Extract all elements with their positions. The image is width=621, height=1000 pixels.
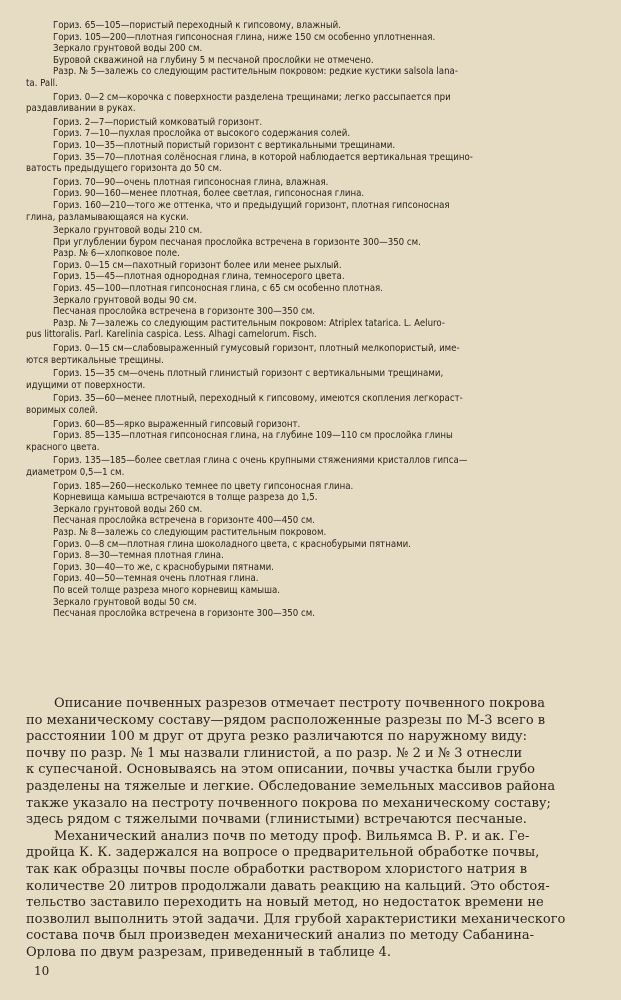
description-line: глина, разламывающаяся на куски. (26, 211, 189, 223)
description-line: Зеркало грунтовой воды 260 см. (53, 503, 203, 515)
description-line: Гориз. 35—70—плотная солёносная глина, в которой наблюдается вертикальная трещино- (53, 151, 473, 163)
description-line: Гориз. 60—85—ярко выраженный гипсовый горизонт. (53, 418, 301, 430)
description-line: Гориз. 65—105—пористый переходный к гипсовому, влажный. (53, 20, 341, 31)
description-line: ватость предыдущего горизонта до 50 см. (26, 163, 222, 175)
paragraph-line: дройца К. К. задержался на вопросе о предварительной обработке почвы, (26, 845, 540, 861)
paragraph-line: к супесчаной. Основываясь на этом описании, почвы участка были грубо (26, 762, 536, 778)
paragraph-line: почву по разр. № 1 мы назвали глинистой, а по разр. № 2 и № 3 отнесли (26, 745, 523, 761)
description-line: Гориз. 105—200—плотная гипсоносная глина, ниже 150 см особенно уплотненная. (53, 31, 436, 43)
description-line: Зеркало грунтовой воды 200 см. (53, 43, 203, 55)
paragraph-line: Орлова по двум разрезам, приведенный в таблице 4. (26, 944, 392, 960)
description-line: Гориз. 35—60—менее плотный, переходный к гипсовому, имеются скопления легкораст- (53, 393, 463, 405)
description-line: диаметром 0,5—1 см. (26, 466, 125, 478)
paragraph (26, 696, 600, 829)
description-line: ta. Pall. (26, 77, 58, 89)
description-line: Гориз. 135—185—более светлая глина с очень крупными стяжениями кристаллов гипса— (53, 455, 468, 467)
description-line: Гориз. 160—210—того же оттенка, что и предыдущий горизонт, плотная гипсоносная (53, 199, 450, 211)
paragraph-line: тельство заставило переходить на новый метод, но недостаток времени не (26, 895, 544, 911)
paragraph-line: здесь рядом с тяжелыми почвами (глинистыми) встречаются песчаные. (26, 812, 527, 828)
description-line: Гориз. 0—2 см—корочка с поверхности разделена трещинами; легко рассыпается при (53, 91, 451, 103)
paragraph-line: по механическому составу—рядом расположенные разрезы по М-3 всего в (26, 712, 546, 728)
description-line: Зеркало грунтовой воды 90 см. (53, 294, 197, 306)
paragraph-line: расстоянии 100 м друг от друга резко различаются по наружному виду: (26, 729, 528, 745)
page-number: 10 (34, 964, 50, 978)
paragraph-line: позволил выполнить этой задачи. Для грубой характеристики механического (26, 911, 566, 927)
description-line: Гориз. 30—40—то же, с краснобурыми пятнами. (53, 561, 274, 573)
description-line: Гориз. 40—50—темная очень плотная глина. (53, 573, 259, 585)
paragraph-line: также указало на пестроту почвенного покрова по механическому составу; (26, 795, 551, 811)
description-line: Разр. № 5—залежь со следующим растительным покровом: редкие кустики salsola lana- (53, 66, 458, 78)
description-line: Разр. № 7—залежь со следующим растительным покровом: Atriplex tatarica. L. Aeluro- (53, 317, 445, 329)
description-line: Гориз. 0—15 см—слабовыраженный гумусовый горизонт, плотный мелкопористый, име- (53, 343, 460, 355)
body-text (26, 696, 600, 962)
description-line: Гориз. 70—90—очень плотная гипсоносная глина, влажная. (53, 176, 329, 188)
description-line: Гориз. 8—30—темная плотная глина. (53, 550, 224, 562)
description-line: Гориз. 10—35—плотный пористый горизонт с вертикальными трещинами. (53, 139, 396, 151)
description-line: При углублении буром песчаная прослойка встречена в горизонте 300—350 см. (53, 236, 421, 248)
soil-profile-descriptions (26, 20, 606, 620)
description-line: Разр. № 6—хлопковое поле. (53, 248, 180, 260)
description-line: Песчаная прослойка встречена в горизонте 300—350 см. (53, 608, 315, 620)
paragraph-line: количестве 20 литров продолжали давать реакцию на кальций. Это обстоя- (26, 878, 550, 894)
description-line: Гориз. 0—8 см—плотная глина шоколадного цвета, с краснобурыми пятнами. (53, 538, 411, 550)
description-line: воримых солей. (26, 405, 98, 416)
description-line: Гориз. 90—160—менее плотная, более светлая, гипсоносная глина. (53, 188, 365, 200)
description-line: Зеркало грунтовой воды 50 см. (53, 596, 197, 608)
description-line: Гориз. 15—45—плотная однородная глина, темносерого цвета. (53, 271, 345, 283)
description-line: Песчаная прослойка встречена в горизонте 300—350 см. (53, 306, 315, 318)
paragraph-line: Механический анализ почв по методу проф. Вильямса В. Р. и ак. Ге- (54, 828, 530, 844)
description-line: Гориз. 185—260—несколько темнее по цвету гипсоносная глина. (53, 480, 354, 492)
description-line: Гориз. 2—7—пористый комковатый горизонт. (53, 116, 263, 128)
description-line: Зеркало грунтовой воды 210 см. (53, 225, 203, 237)
description-line: По всей толще разреза много корневищ камыша. (53, 584, 281, 596)
description-line: раздавливании в руках. (26, 103, 136, 115)
description-line: Буровой скважиной на глубину 5 м песчаной прослойки не отмечено. (53, 54, 374, 66)
description-line: красного цвета. (26, 441, 100, 453)
description-line: Корневища камыша встречаются в толще разреза до 1,5. (53, 492, 318, 504)
paragraph (26, 829, 600, 962)
description-line: Гориз. 15—35 см—очень плотный глинистый горизонт с вертикальными трещинами, (53, 368, 444, 380)
description-line: Разр. № 8—залежь со следующим растительным покровом. (53, 526, 327, 538)
paragraph-line: разделены на тяжелые и легкие. Обследование земельных массивов района (26, 778, 556, 794)
description-line: Песчаная прослойка встречена в горизонте 400—450 см. (53, 515, 315, 527)
description-line: идущими от поверхности. (26, 379, 146, 391)
paragraph-line: так как образцы почвы после обработки раствором хлористого натрия в (26, 861, 528, 877)
description-line: Гориз. 7—10—пухлая прослойка от высокого содержания солей. (53, 128, 351, 140)
paragraph-line: Описание почвенных разрезов отмечает пестроту почвенного покрова (54, 696, 545, 711)
description-line: Гориз. 85—135—плотная гипсоносная глина, на глубине 109—110 см прослойка глины (53, 430, 453, 442)
description-line: Гориз. 0—15 см—пахотный горизонт более или менее рыхлый. (53, 259, 342, 271)
description-line: pus littoralis. Parl. Karelinia caspica. Less. Alhagi camelorum. Fisch. (26, 329, 317, 341)
description-line: ются вертикальные трещины. (26, 354, 164, 366)
paragraph-line: состава почв был произведен механический анализ по методу Сабанина- (26, 928, 535, 944)
description-line: Гориз. 45—100—плотная гипсоносная глина, с 65 см особенно плотная. (53, 283, 383, 295)
